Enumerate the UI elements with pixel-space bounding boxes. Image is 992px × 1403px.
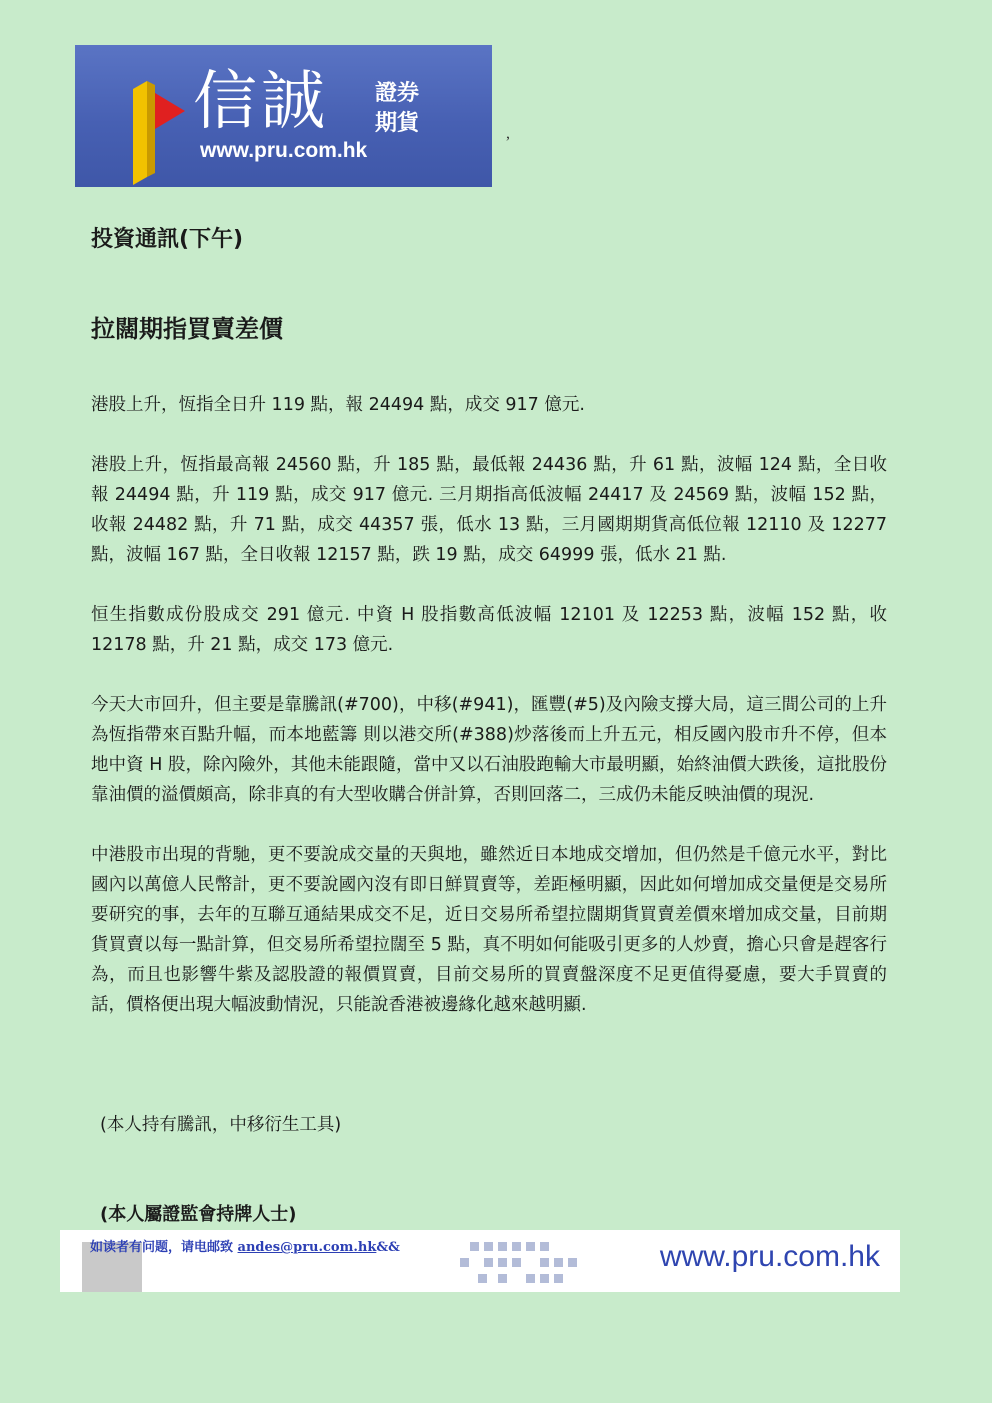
logo-subtitle-line1: 證券 <box>375 81 420 106</box>
pru-logo-mark-icon <box>125 75 187 185</box>
logo-brand-name: 信誠 <box>193 65 329 139</box>
paragraph-futures-spread: 中港股市出現的背馳，更不要說成交量的天與地，雖然近日本地成交增加，但仍然是千億元水平，對比國內以萬億人民幣計，更不要說國內沒有即日鮮買賣等，差距極明顯，因此如何增加成交量便是交易所要研究的事，去年的互聯互通結果成交不足，近日交易所希望拉闊期貨買賣差價來增加成交量，目前期貨買賣以每一點計算，但交易所希望拉闊至 5 點，真不明如何能吸引更多的人炒賣，擔心只會是趕客行為，而且也影響牛紫及認股證的報價買賣，目前交易所的買賣盤深度不足更值得憂慮，要大手買賣的話，價格便出現大幅波動情況，只能說香港被邊緣化越來越明顯. <box>91 845 887 1015</box>
page-category-title: 投資通訊(下午) <box>91 227 244 252</box>
holding-disclosure: (本人持有騰訊，中移衍生工具) <box>100 1115 342 1135</box>
logo-url: www.pru.com.hk <box>200 139 368 162</box>
footer-url: www.pru.com.hk <box>659 1240 880 1273</box>
logo-subtitle-line2: 期貨 <box>375 111 420 136</box>
contact-email-link[interactable]: andes@pru.com.hk <box>237 1240 377 1255</box>
company-logo <box>75 45 492 187</box>
article-body <box>91 390 887 1050</box>
paragraph-summary: 港股上升，恆指全日升 119 點，報 24494 點，成交 917 億元. <box>91 395 585 415</box>
decorative-squares-icon <box>460 1240 600 1286</box>
paragraph-market-commentary: 今天大市回升，但主要是靠騰訊(#700)，中移(#941)，匯豐(#5)及內險支撐大局，這三間公司的上升為恆指帶來百點升幅，而本地藍籌 則以港交所(#388)炒落後而上升五元，相反國內股市升不停，但本地中資 H 股，除內險外，其他未能跟隨，當中又以石油股跑輸大市最明顯，始終油價大跌後，這批股份靠油價的溢價頗高，除非真的有大型收購合併計算，否則回落二，三成仍未能反映油價的現況. <box>91 695 887 805</box>
footer-contact <box>90 1236 400 1255</box>
paragraph-hshare-detail: 恒生指數成份股成交 291 億元. 中資 H 股指數高低波幅 12101 及 12253 點，波幅 152 點，收 12178 點，升 21 點，成交 173 億元. <box>91 605 887 655</box>
article-headline: 拉闊期指買賣差價 <box>91 315 283 343</box>
stray-mark: , <box>506 125 510 142</box>
footer-banner <box>60 1230 900 1292</box>
logo-subtitle <box>375 79 435 139</box>
contact-prefix: 如读者有问题，请电邮致 <box>90 1240 234 1255</box>
contact-suffix: && <box>376 1240 400 1255</box>
license-disclosure: (本人屬證監會持牌人士) <box>100 1204 297 1225</box>
paragraph-index-detail: 港股上升，恆指最高報 24560 點，升 185 點，最低報 24436 點，升 61 點，波幅 124 點，全日收報 24494 點，升 119 點，成交 917 億元. 三月期指高低波幅 24417 及 24569 點，波幅 152 點，收報 24482 點，升 71 點，成交 44357 張，低水 13 點，三月國期期貨高低位報 12110 及 12277 點，波幅 167 點，全日收報 12157 點，跌 19 點，成交 64999 張，低水 21 點. <box>91 455 887 565</box>
